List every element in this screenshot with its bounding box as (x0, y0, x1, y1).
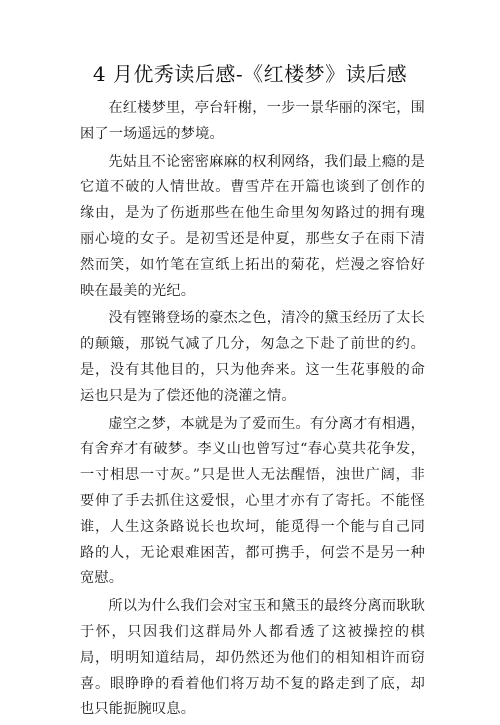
paragraph-2: 先姑且不论密密麻麻的权利网络，我们最上瘾的是它道不破的人情世故。曹雪芹在开篇也谈到了创作的缘由，是为了伤逝那些在他生命里匆匆路过的拥有瑰丽心境的女子。是初雪还是仲夏，那些女子在雨下清然而笑，如竹笔在宣纸上拓出的菊花，烂漫之容恰好映在最美的光纪。 (80, 153, 425, 299)
paragraph-1: 在红楼梦里，亭台轩榭，一步一景华丽的深宅，围困了一场遥远的梦境。 (80, 100, 425, 142)
paragraph-5: 所以为什么我们会对宝玉和黛玉的最终分离而耿耿于怀，只因我们这群局外人都看透了这被操控的棋局，明明知道结局，却仍然还为他们的相知相许而窃喜。眼睁睁的看着他们将万劫不复的路走到了底，却也只能扼腕叹息。 (80, 598, 425, 718)
document-title: 4 月优秀读后感-《红楼梦》读后感 (92, 62, 408, 86)
document-body (80, 96, 425, 725)
paragraph-3: 没有铿锵登场的豪杰之色，清冷的黛玉经历了太长的颠簸，那锐气减了几分，匆急之下赴了前世的约。是，没有其他目的，只为他奔来。这一生花事般的命运也只是为了偿还他的浇灌之情。 (80, 310, 425, 404)
paragraph-4: 虚空之梦，本就是为了爱而生。有分离才有相遇，有舍弃才有破梦。李义山也曾写过“春心莫共花争发，一寸相思一寸灰。”只是世人无法醒悟，浊世广阔，非要伸了手去抓住这爱恨，心里才亦有了寄托。不能怪谁，人生这条路说长也坎坷，能觅得一个能与自己同路的人，无论艰难困苦，都可携手，何尝不是另一种宽慰。 (80, 415, 425, 587)
